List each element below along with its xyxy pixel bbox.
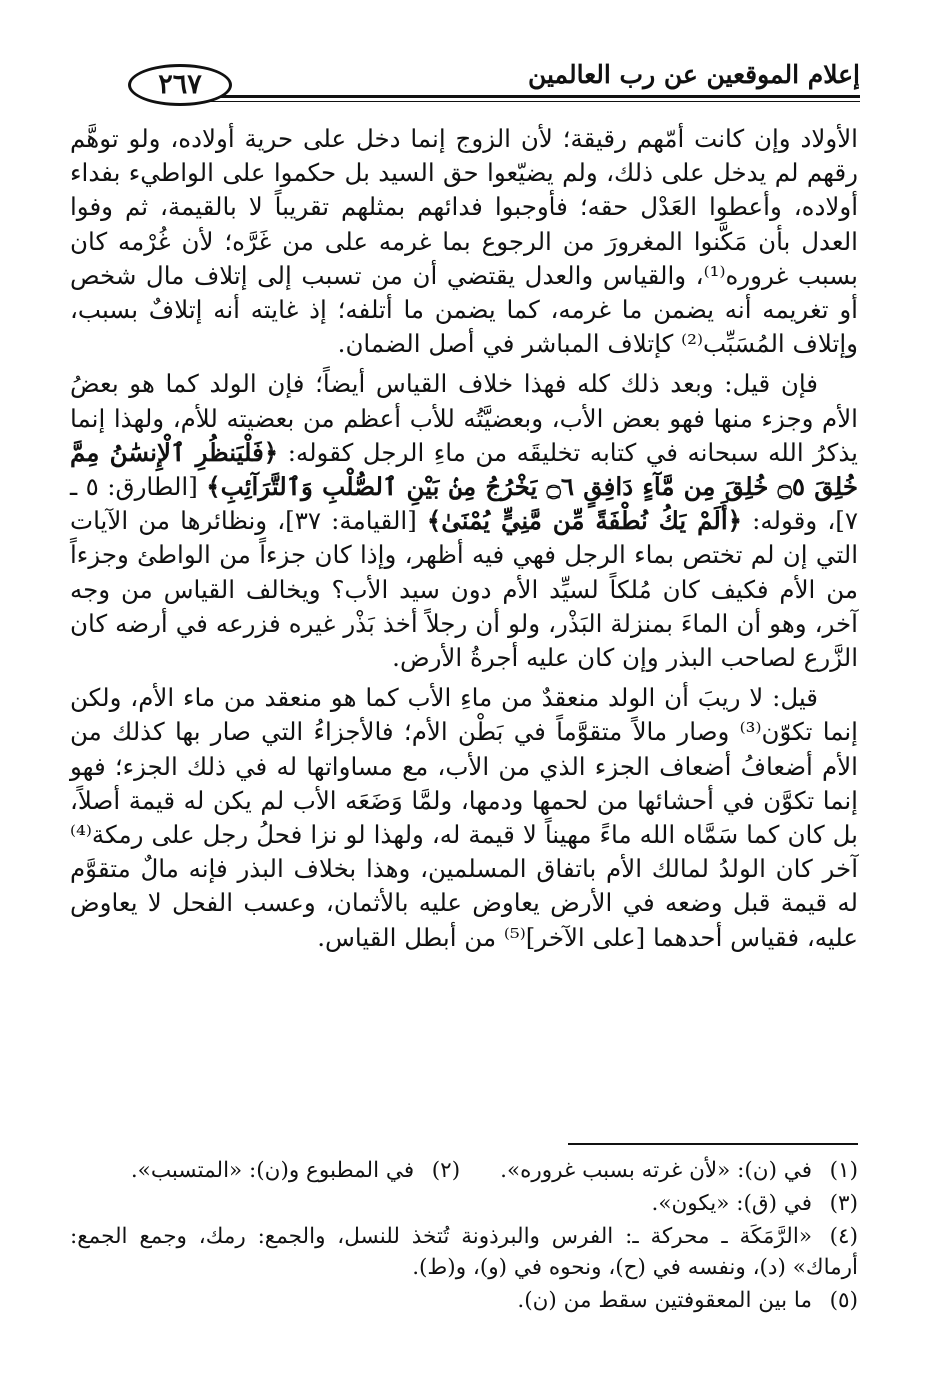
- quran-verse-qiyama: ﴿أَلَمْ يَكُ نُطْفَةً مِّن مَّنِيٍّ يُمْنَىٰ﴾: [426, 506, 743, 536]
- footnote-row-4: [70, 1221, 858, 1283]
- footnote-number: (١): [829, 1158, 858, 1183]
- footnote-row-5: [70, 1285, 858, 1316]
- header-rule-thick: [198, 95, 860, 98]
- footnote-text: في (ن): «لأن غرته بسبب غروره».: [500, 1158, 812, 1183]
- header-rule-thin: [198, 101, 860, 102]
- paragraph-2-part-1: فإن قيل: وبعد ذلك كله فهذا خلاف القياس أيضاً؛ فإن الولد كما هو بعضُ الأم وجزء منها فهو بعض الأب، وبعضيَّتُه للأب أعظم من بعضيته للأم، ولهذا إنما يذكرُ الله سبحانه في كتابه تخليقَه من ماءِ الرجل كقوله:: [70, 369, 858, 467]
- page-number: ٢٦٧: [158, 69, 202, 100]
- footnote-number: (٣): [829, 1191, 858, 1216]
- footnote-number: (٥): [829, 1288, 858, 1313]
- footnote-number: (٤): [829, 1224, 858, 1249]
- paragraph-2: [70, 367, 858, 675]
- footnote-text: ما بين المعقوفتين سقط من (ن).: [517, 1288, 812, 1313]
- main-text: [70, 122, 858, 961]
- page-number-oval: [128, 64, 232, 106]
- footnote-text: في (ق): «يكون».: [651, 1191, 812, 1216]
- footnote-row-1: [70, 1155, 858, 1186]
- verse-reference-tariq: [الطارق: ٥ ـ ٧]، وقوله:: [70, 472, 858, 536]
- quran-verse-tariq: ﴿فَلْيَنظُرِ ٱلْإِنسَٰنُ مِمَّ خُلِقَ ۝٥ خُلِقَ مِن مَّآءٍ دَافِقٍ ۝٦ يَخْرُجُ مِنۢ بَيْنِ ٱلصُّلْبِ وَٱلتَّرَآئِبِ﴾: [70, 437, 858, 502]
- page-header: [80, 40, 860, 102]
- footnote-text: «الرَّمَكَة ـ محركة ـ: الفرس والبرذونة تُتخذ للنسل، والجمع: رمك، وجمع الجمع: أرماك» (د)، ونفسه في (ح)، ونحوه في (و)، و(ط).: [70, 1224, 858, 1280]
- footnotes: [70, 1155, 858, 1318]
- footnote-row-3: [70, 1188, 858, 1219]
- footnote-separator: [568, 1143, 858, 1145]
- paragraph-1: الأولاد وإن كانت أمّهم رقيقة؛ لأن الزوج إنما دخل على حرية أولاده، ولو توهَّم رقهم لم يدخل على ذلك، ولم يضيّعوا حق السيد بل حكموا على الواطيء بفداء أولاده، وأعطوا العَدْل حقه؛ فأوجبوا فدائهم بمثلهم تقريباً لا بالقيمة، ثم وفوا العدل بأن مَكَّنوا المغرورَ من الرجوع بما غرمه على من غَرَّه؛ لأن غُرْمه كان بسبب غروره⁽¹⁾، والقياس والعدل يقتضي أن من تسبب إلى إتلاف مال شخص أو تغريمه أنه يضمن ما غرمه، كما يضمن ما أتلفه؛ إذ غايته أنه إتلافٌ بسبب، وإتلاف المُسَبِّب⁽²⁾ كإتلاف المباشر في أصل الضمان.: [70, 124, 859, 359]
- running-title: إعلام الموقعين عن رب العالمين: [527, 60, 860, 89]
- footnote-text: في المطبوع و(ن): «المتسبب».: [130, 1158, 415, 1183]
- paragraph-3: قيل: لا ريبَ أن الولد منعقدٌ من ماءِ الأب كما هو منعقد من ماء الأم، ولكن إنما تكوّن⁽³⁾ وصار مالاً متقوَّماً في بَطْن الأم؛ فالأجزاءُ التي صار بها كذلك من الأم أضعافُ أضعاف الجزء الذي من الأب، مع مساواتها له في ذلك الجزء؛ فهو إنما تكوَّن في أحشائها من لحمها ودمها، ولمَّا وَضَعَه الأب لم يكن له قيمة أصلاً، بل كان كما سَمَّاه الله ماءً مهيناً لا قيمة له، ولهذا لو نزا فحلُ رجل على رمكة⁽⁴⁾ آخر كان الولدُ لمالك الأم باتفاق المسلمين، وهذا بخلاف البذر فإنه مالٌ متقوَّم له قيمة قبل وضعه في الأرض يعاوض عليه بالأثمان، وعسب الفحل لا يعاوض عليه، فقياس أحدهما [على الآخر]⁽⁵⁾ من أبطل القياس.: [70, 683, 858, 952]
- paragraph-2-part-2: [القيامة: ٣٧]، ونظائرها من الآيات التي إن لم تختص بماء الرجل فهي فيه أظهر، وإذا كان جزءاً من الواطئ وجزءاً من الأم فكيف كان مُلكاً لسيِّد الأم دون سيد الأب؟ ويخالف القياس من وجه آخر، وهو أن الماءَ بمنزلة البَذْر، ولو أن رجلاً أخذ بَذْر غيره فزرعه في أرضه كان الزَّرع لصاحب البذر وإن كان عليه أجرةُ الأرض.: [70, 506, 858, 673]
- footnote-number: (٢): [431, 1158, 461, 1183]
